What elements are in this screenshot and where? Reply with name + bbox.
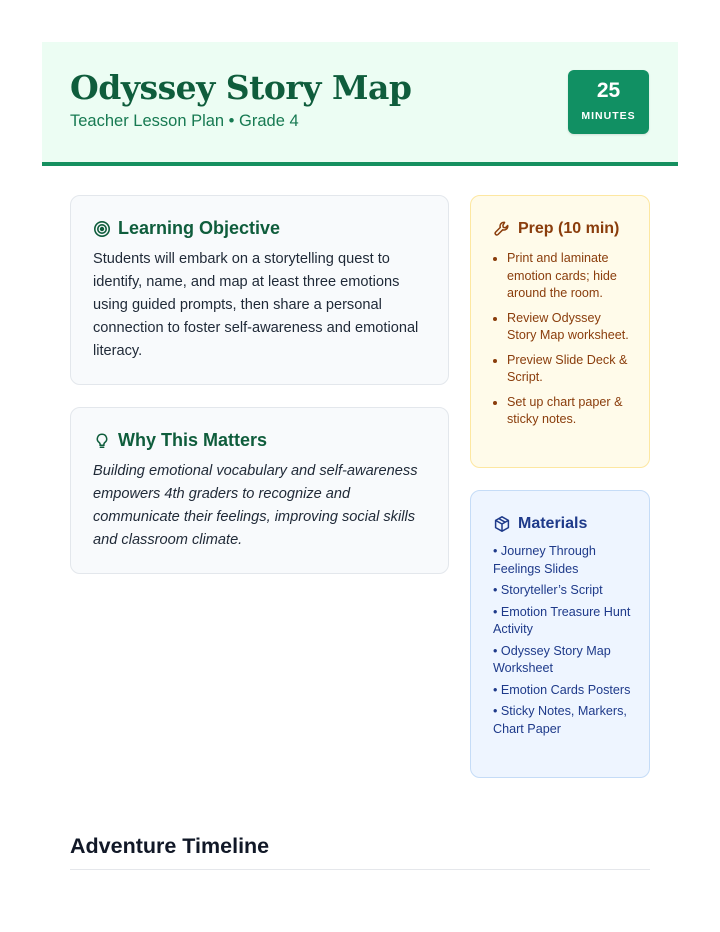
- materials-item: • Sticky Notes, Markers, Chart Paper: [493, 704, 627, 736]
- section-divider: [70, 869, 650, 870]
- why-this-matters-heading: Why This Matters: [93, 430, 426, 451]
- materials-item: • Emotion Treasure Hunt Activity: [493, 604, 631, 636]
- materials-card: [470, 490, 650, 778]
- page-subtitle: Teacher Lesson Plan • Grade 4: [70, 112, 299, 130]
- materials-item: • Odyssey Story Map Worksheet: [493, 643, 611, 675]
- materials-heading: Materials: [493, 515, 631, 533]
- why-this-matters-card: [70, 407, 449, 574]
- prep-heading: Prep (10 min): [493, 220, 631, 238]
- prep-card: [470, 195, 650, 468]
- materials-list: [493, 543, 631, 738]
- prep-item: • Set up chart paper & sticky notes.: [507, 394, 631, 429]
- materials-item: • Journey Through Feelings Slides: [493, 544, 596, 576]
- learning-objective-heading: Learning Objective: [93, 218, 426, 239]
- prep-item: • Review Odyssey Story Map worksheet.: [507, 310, 631, 345]
- page-title: Odyssey Story Map: [70, 68, 412, 107]
- adventure-timeline-heading: Adventure Timeline: [70, 834, 270, 858]
- box-icon: [493, 515, 511, 533]
- prep-item: • Preview Slide Deck & Script.: [507, 352, 631, 387]
- duration-unit: MINUTES: [581, 110, 636, 122]
- materials-item: • Storyteller’s Script: [493, 583, 603, 597]
- target-icon: [93, 220, 111, 238]
- materials-item: • Emotion Cards Posters: [493, 682, 631, 697]
- learning-objective-text: Students will embark on a storytelling quest to identify, name, and map at least three emotions using guided prompts, then share a personal connection to foster self-awareness and emotional literacy.: [93, 251, 419, 359]
- duration-badge: [568, 70, 649, 134]
- lightbulb-icon: [93, 432, 111, 450]
- prep-item: • Print and laminate emotion cards; hide around the room.: [507, 250, 631, 303]
- why-this-matters-text: Building emotional vocabulary and self-awareness empowers 4th graders to recognize and communicate their feelings, improving social skills and classroom climate.: [93, 463, 418, 548]
- wrench-icon: [493, 220, 511, 238]
- learning-objective-card: [70, 195, 449, 385]
- lesson-header: [42, 42, 678, 166]
- prep-list: [493, 250, 631, 429]
- duration-value: 25: [596, 79, 621, 102]
